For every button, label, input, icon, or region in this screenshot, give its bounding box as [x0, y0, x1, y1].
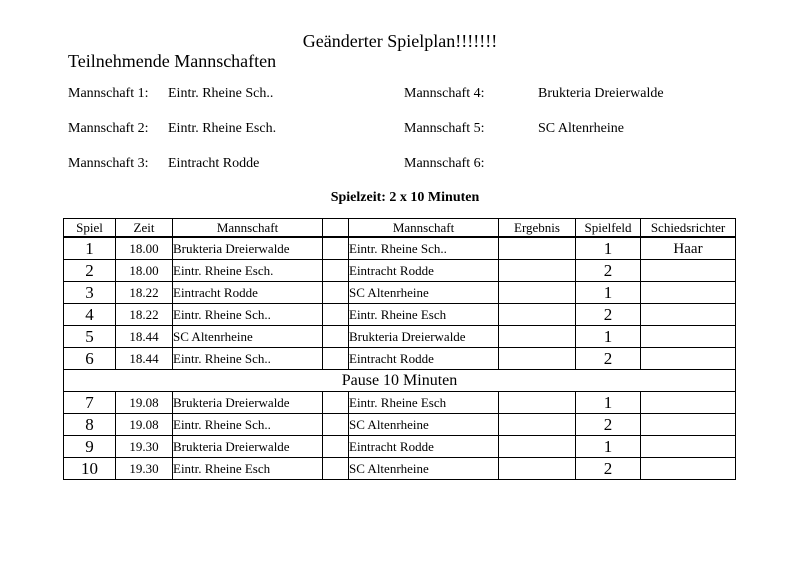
team-home: Eintr. Rheine Esch.	[173, 260, 323, 282]
result-cell	[499, 348, 576, 370]
team-entry-4	[404, 86, 664, 102]
team-label: Mannschaft 5:	[404, 121, 485, 136]
team-away: Eintracht Rodde	[349, 348, 499, 370]
team-entry-2	[68, 121, 277, 137]
team-entry-5	[404, 121, 624, 137]
field-number: 2	[576, 304, 641, 326]
referee	[641, 260, 736, 282]
spacer-cell	[323, 348, 349, 370]
game-time: 19.08	[116, 392, 173, 414]
game-time: 19.30	[116, 436, 173, 458]
referee: Haar	[641, 237, 736, 260]
team-away: Brukteria Dreierwalde	[349, 326, 499, 348]
game-number: 3	[64, 282, 116, 304]
field-number: 1	[576, 436, 641, 458]
game-number: 4	[64, 304, 116, 326]
team-label: Mannschaft 2:	[68, 121, 149, 136]
pause-row	[64, 370, 736, 392]
referee	[641, 436, 736, 458]
team-home: Eintr. Rheine Sch..	[173, 304, 323, 326]
team-name: Brukteria Dreierwalde	[538, 86, 664, 101]
team-home: Eintr. Rheine Esch	[173, 458, 323, 480]
team-name: Eintr. Rheine Esch.	[168, 121, 277, 136]
table-row	[64, 237, 736, 260]
column-header-zeit: Zeit	[116, 219, 173, 238]
field-number: 2	[576, 414, 641, 436]
team-home: Eintr. Rheine Sch..	[173, 414, 323, 436]
referee	[641, 304, 736, 326]
team-home: Eintracht Rodde	[173, 282, 323, 304]
spacer-cell	[323, 237, 349, 260]
team-label: Mannschaft 4:	[404, 86, 485, 101]
field-number: 2	[576, 348, 641, 370]
schedule-table	[63, 218, 736, 480]
game-number: 9	[64, 436, 116, 458]
table-row	[64, 326, 736, 348]
column-header-mannschaft-1: Mannschaft	[173, 219, 323, 238]
game-time: 18.00	[116, 237, 173, 260]
team-entry-6	[404, 156, 484, 172]
result-cell	[499, 282, 576, 304]
team-home: SC Altenrheine	[173, 326, 323, 348]
team-away: Eintracht Rodde	[349, 436, 499, 458]
field-number: 1	[576, 282, 641, 304]
referee	[641, 414, 736, 436]
game-number: 7	[64, 392, 116, 414]
referee	[641, 458, 736, 480]
column-header-spielfeld: Spielfeld	[576, 219, 641, 238]
spacer-cell	[323, 260, 349, 282]
result-cell	[499, 260, 576, 282]
field-number: 2	[576, 458, 641, 480]
team-home: Eintr. Rheine Sch..	[173, 348, 323, 370]
pause-label: Pause 10 Minuten	[64, 370, 736, 392]
page-title: Geänderter Spielplan!!!!!!!	[302, 31, 498, 51]
spacer-cell	[323, 282, 349, 304]
team-home: Brukteria Dreierwalde	[173, 237, 323, 260]
result-cell	[499, 304, 576, 326]
team-away: Eintr. Rheine Esch	[349, 392, 499, 414]
table-row	[64, 458, 736, 480]
team-entry-1	[68, 86, 274, 102]
team-away: Eintracht Rodde	[349, 260, 499, 282]
field-number: 2	[576, 260, 641, 282]
team-away: Eintr. Rheine Sch..	[349, 237, 499, 260]
column-header-spiel: Spiel	[64, 219, 116, 238]
table-row	[64, 414, 736, 436]
game-time: 19.08	[116, 414, 173, 436]
game-time: 18.22	[116, 282, 173, 304]
team-label: Mannschaft 6:	[404, 156, 485, 171]
game-time: 19.30	[116, 458, 173, 480]
column-header-ergebnis: Ergebnis	[499, 219, 576, 238]
team-entry-3	[68, 156, 260, 172]
column-header-spacer	[323, 219, 349, 238]
game-number: 10	[64, 458, 116, 480]
table-row	[64, 392, 736, 414]
referee	[641, 282, 736, 304]
team-label: Mannschaft 3:	[68, 156, 149, 171]
table-row	[64, 260, 736, 282]
team-label: Mannschaft 1:	[68, 86, 149, 101]
column-header-mannschaft-2: Mannschaft	[349, 219, 499, 238]
team-away: SC Altenrheine	[349, 458, 499, 480]
table-row	[64, 304, 736, 326]
team-away: SC Altenrheine	[349, 282, 499, 304]
game-number: 6	[64, 348, 116, 370]
team-away: Eintr. Rheine Esch	[349, 304, 499, 326]
game-number: 5	[64, 326, 116, 348]
spacer-cell	[323, 326, 349, 348]
game-time: 18.44	[116, 348, 173, 370]
result-cell	[499, 458, 576, 480]
game-time: 18.00	[116, 260, 173, 282]
result-cell	[499, 436, 576, 458]
referee	[641, 326, 736, 348]
spacer-cell	[323, 304, 349, 326]
result-cell	[499, 392, 576, 414]
field-number: 1	[576, 392, 641, 414]
column-header-schiedsrichter: Schiedsrichter	[641, 219, 736, 238]
teams-heading: Teilnehmende Mannschaften	[68, 51, 277, 71]
spacer-cell	[323, 458, 349, 480]
spacer-cell	[323, 392, 349, 414]
result-cell	[499, 414, 576, 436]
spacer-cell	[323, 436, 349, 458]
team-home: Brukteria Dreierwalde	[173, 392, 323, 414]
game-time: 18.44	[116, 326, 173, 348]
table-row	[64, 282, 736, 304]
game-number: 2	[64, 260, 116, 282]
game-number: 8	[64, 414, 116, 436]
field-number: 1	[576, 237, 641, 260]
game-time: 18.22	[116, 304, 173, 326]
team-name: Eintracht Rodde	[168, 156, 260, 171]
team-away: SC Altenrheine	[349, 414, 499, 436]
table-header-row	[64, 219, 736, 238]
table-row	[64, 436, 736, 458]
result-cell	[499, 237, 576, 260]
team-home: Brukteria Dreierwalde	[173, 436, 323, 458]
team-name: SC Altenrheine	[538, 121, 624, 136]
result-cell	[499, 326, 576, 348]
referee	[641, 392, 736, 414]
match-duration: Spielzeit: 2 x 10 Minuten	[330, 190, 480, 205]
referee	[641, 348, 736, 370]
field-number: 1	[576, 326, 641, 348]
table-row	[64, 348, 736, 370]
game-number: 1	[64, 237, 116, 260]
team-name: Eintr. Rheine Sch..	[168, 86, 274, 101]
spacer-cell	[323, 414, 349, 436]
